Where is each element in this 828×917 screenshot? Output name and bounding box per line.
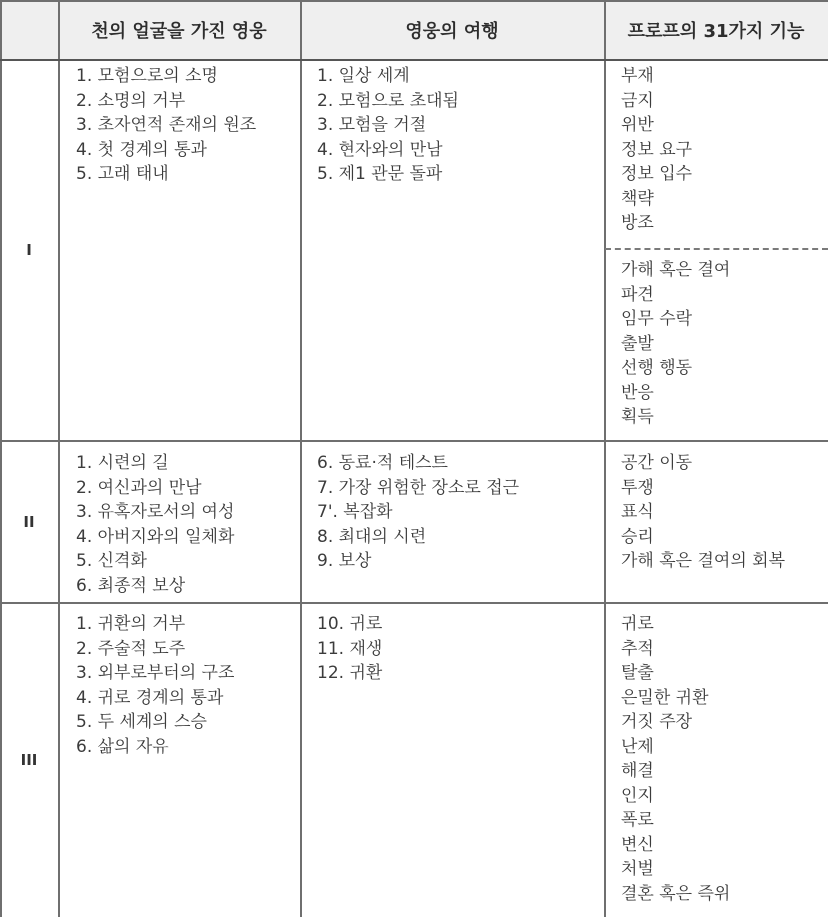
list-item: 표식 bbox=[621, 502, 654, 522]
list-item: 처벌 bbox=[621, 859, 654, 879]
column-divider bbox=[58, 0, 60, 917]
list-item: 추적 bbox=[621, 638, 654, 659]
list-item: 파견 bbox=[621, 284, 654, 305]
list-item: 1. 귀환의 거부 bbox=[76, 614, 186, 634]
list-item: 2. 모험으로 초대됨 bbox=[317, 90, 459, 111]
list-item: 은밀한 귀환 bbox=[621, 687, 709, 708]
list-item: 3. 유혹자로서의 여성 bbox=[76, 502, 235, 522]
row1-propp-list-b bbox=[621, 258, 730, 430]
row3-propp-list bbox=[621, 612, 730, 906]
list-item: 결혼 혹은 즉위 bbox=[621, 883, 731, 904]
header-campbell: 천의 얼굴을 가진 영웅 bbox=[91, 21, 267, 42]
list-item: 6. 삶의 자유 bbox=[76, 736, 169, 757]
list-item: 출발 bbox=[621, 333, 654, 354]
list-item: 정보 입수 bbox=[621, 164, 693, 184]
list-item: 임무 수락 bbox=[621, 309, 693, 329]
list-item: 난제 bbox=[621, 736, 654, 757]
list-item: 3. 초자연적 존재의 원조 bbox=[76, 115, 257, 135]
list-item: 3. 모험을 거절 bbox=[317, 115, 427, 135]
list-item: 5. 제1 관문 돌파 bbox=[317, 164, 443, 184]
list-item: 투쟁 bbox=[621, 477, 654, 498]
row-divider bbox=[0, 602, 828, 604]
header-heros-journey: 영웅의 여행 bbox=[405, 21, 499, 42]
list-item: 변신 bbox=[621, 834, 654, 855]
list-item: 승리 bbox=[621, 526, 654, 547]
list-item: 폭로 bbox=[621, 810, 654, 830]
list-item: 방조 bbox=[621, 213, 654, 233]
list-item: 10. 귀로 bbox=[317, 614, 383, 634]
dashed-divider bbox=[605, 248, 828, 250]
list-item: 인지 bbox=[621, 785, 654, 806]
list-item: 4. 첫 경계의 통과 bbox=[76, 139, 207, 160]
list-item: 6. 최종적 보상 bbox=[76, 575, 186, 596]
list-item: 7. 가장 위험한 장소로 접근 bbox=[317, 477, 520, 498]
list-item: 위반 bbox=[621, 115, 654, 135]
column-divider bbox=[300, 0, 302, 917]
list-item: 1. 일상 세계 bbox=[317, 66, 410, 86]
row3-journey-list bbox=[317, 612, 382, 686]
row-divider bbox=[0, 440, 828, 442]
list-item: 귀로 bbox=[621, 614, 654, 634]
list-item: 11. 재생 bbox=[317, 638, 383, 659]
list-item: 공간 이동 bbox=[621, 453, 693, 473]
list-item: 5. 고래 태내 bbox=[76, 164, 169, 184]
list-item: 3. 외부로부터의 구조 bbox=[76, 663, 235, 683]
row1-campbell-list bbox=[76, 64, 256, 187]
list-item: 거짓 주장 bbox=[621, 712, 693, 732]
list-item: 책략 bbox=[621, 188, 654, 209]
list-item: 2. 여신과의 만남 bbox=[76, 477, 202, 498]
row2-journey-list bbox=[317, 451, 519, 574]
column-divider bbox=[604, 0, 606, 917]
header-propp-functions: 프로프의 31가지 기능 bbox=[627, 21, 805, 42]
row1-propp-list-a bbox=[621, 64, 692, 236]
list-item: 정보 요구 bbox=[621, 139, 693, 160]
list-item: 4. 아버지와의 일체화 bbox=[76, 526, 235, 547]
list-item: 9. 보상 bbox=[317, 551, 372, 571]
list-item: 획득 bbox=[621, 407, 654, 427]
row2-campbell-list bbox=[76, 451, 234, 598]
list-item: 2. 소명의 거부 bbox=[76, 90, 186, 111]
list-item: 가해 혹은 결여 bbox=[621, 260, 731, 280]
list-item: 금지 bbox=[621, 90, 654, 111]
row-label-2: II bbox=[23, 512, 35, 531]
list-item: 부재 bbox=[621, 66, 654, 86]
list-item: 1. 모험으로의 소명 bbox=[76, 66, 218, 86]
list-item: 반응 bbox=[621, 382, 654, 403]
row2-propp-list bbox=[621, 451, 785, 574]
row-label-3: III bbox=[20, 751, 38, 769]
list-item: 12. 귀환 bbox=[317, 663, 383, 683]
list-item: 4. 귀로 경계의 통과 bbox=[76, 687, 224, 708]
list-item: 4. 현자와의 만남 bbox=[317, 139, 443, 160]
row-label-1: I bbox=[26, 241, 32, 259]
row1-journey-list bbox=[317, 64, 459, 187]
list-item: 5. 신격화 bbox=[76, 551, 147, 571]
list-item: 1. 시련의 길 bbox=[76, 453, 169, 473]
list-item: 2. 주술적 도주 bbox=[76, 638, 186, 659]
list-item: 선행 행동 bbox=[621, 358, 693, 378]
list-item: 6. 동료·적 테스트 bbox=[317, 453, 448, 473]
list-item: 해결 bbox=[621, 761, 654, 781]
list-item: 5. 두 세계의 스승 bbox=[76, 712, 207, 732]
list-item: 7'. 복잡화 bbox=[317, 502, 393, 522]
list-item: 가해 혹은 결여의 회복 bbox=[621, 551, 786, 571]
list-item: 8. 최대의 시련 bbox=[317, 526, 427, 547]
row3-campbell-list bbox=[76, 612, 234, 759]
list-item: 탈출 bbox=[621, 663, 654, 683]
